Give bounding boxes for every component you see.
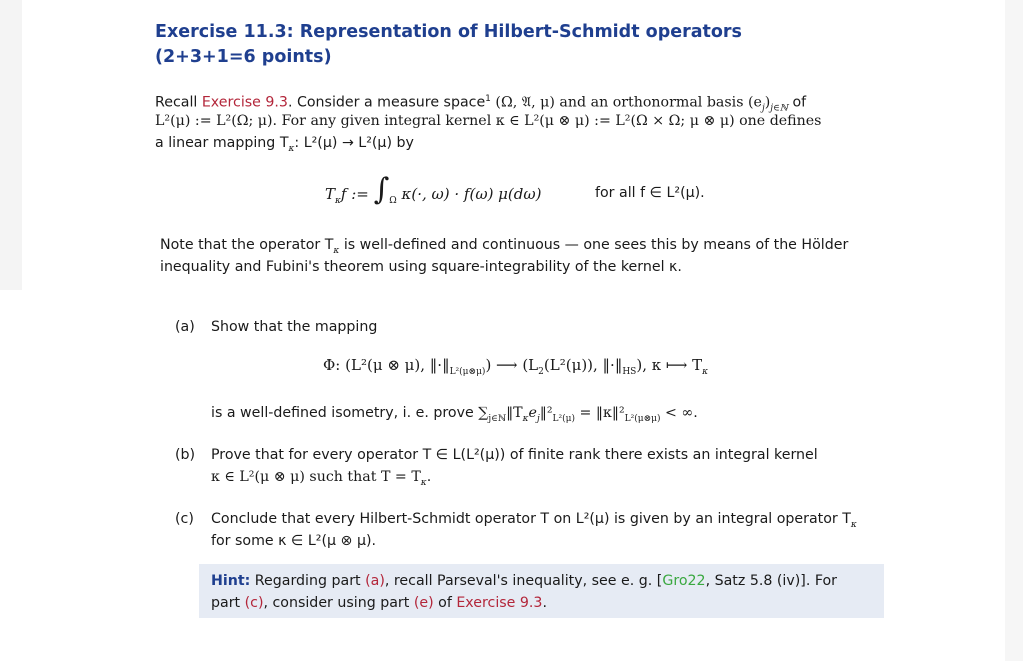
definition-formula: $T_\kappa f$ := $\int_\Omega$ κ(·, ω) · f(ω) μ(dω) (325, 172, 542, 207)
part-c-link[interactable]: (c) (244, 595, 264, 611)
norm-open: ‖T (506, 405, 523, 421)
hint-line-2 (211, 592, 884, 614)
finite-bound: < ∞. (660, 405, 698, 421)
part-c-text: Conclude that every Hilbert-Schmidt operator T on L²(μ) is given by an integral operator T (211, 511, 851, 527)
exercise-title (155, 20, 875, 70)
integrand: κ(·, ω) · f(ω) μ(dω) (401, 185, 542, 203)
part-e-link[interactable]: (e) (413, 595, 434, 611)
mapping-domain: (L²(μ ⊗ μ), ‖·‖ (345, 356, 450, 374)
intro-text: Recall (155, 94, 202, 111)
phi-symbol: Φ: (323, 356, 341, 374)
kernel-norm: = ‖κ‖² (574, 405, 625, 421)
mapping-rule: ), κ ⟼ T (636, 356, 703, 374)
hint-text: , Satz 5.8 (iv)]. For (705, 573, 838, 589)
hint-label: Hint: (211, 573, 251, 589)
note-line-1: Note that the operator $T_\kappa$ is well-defined and continuous — one sees this by means of the Hölder (160, 237, 849, 256)
mapping-domain-sub: L²(μ⊗μ) (449, 367, 486, 377)
integral-sign: ∫ (373, 172, 390, 207)
part-a-text: Show that the mapping (211, 319, 378, 335)
right-edge-shading (1005, 0, 1023, 661)
basis-vector: e (528, 405, 537, 421)
intro-text: a linear mapping T (155, 135, 289, 151)
sum-index: j∈ℕ (488, 413, 507, 424)
part-b-text-2: κ ∈ L²(μ ⊗ μ) such that T = T (211, 469, 421, 485)
norm-close: ‖² (539, 405, 553, 421)
integral-domain: Ω (389, 196, 397, 206)
intro-line-2: L²(μ) := L²(Ω; μ). For any given integral kernel κ ∈ L²(μ ⊗ μ) := L²(Ω × Ω; μ ⊗ μ) one defines (155, 113, 822, 129)
definition-condition: for all f ∈ L²(μ). (595, 185, 705, 201)
hint-text: of (433, 595, 457, 611)
part-b-label: (b) (175, 447, 196, 463)
note-text: is well-defined and continuous — one sees this by means of the Hölder (339, 237, 849, 253)
part-c-line-2: for some κ ∈ L²(μ ⊗ μ). (211, 533, 377, 549)
note-line-2: inequality and Fubini's theorem using square-integrability of the kernel κ. (160, 259, 682, 275)
exercise-9-3-link[interactable]: Exercise 9.3 (201, 94, 288, 111)
gro22-citation-link[interactable]: Gro22 (662, 573, 706, 589)
measure-space-math: (Ω, 𝔄, μ) and an orthonormal basis (e (490, 94, 762, 111)
isometry-text: is a well-defined isometry, i. e. prove (211, 405, 474, 421)
part-c-label: (c) (175, 511, 194, 527)
mapping-formula: Φ: (L²(μ ⊗ μ), $‖\cdot‖_{L^2(\mu\otimes\mu)}$) ⟶ ($L_2(L^2(\mu))$, $‖\cdot‖_{HS}$), κ ⟼ $T_\kappa$ (323, 356, 709, 377)
definition-lhs: f := (340, 185, 369, 203)
intro-line-3: a linear mapping $T_\kappa$: L²(μ) → L²(μ) by (155, 135, 414, 154)
hint-text: part (211, 595, 245, 611)
intro-text: . Consider a measure space (287, 94, 486, 111)
title-line-1: Exercise 11.3: Representation of Hilbert-Schmidt operators (155, 22, 742, 42)
part-c: (c) Conclude that every Hilbert-Schmidt operator T on L²(μ) is given by an integral operator $T_\kappa$ (175, 508, 857, 536)
isometry-formula: $\sum_{j\in ℕ}‖T_\kappa e_j‖^2_{L^2(\mu)}$ = $‖\kappa‖^2_{L^2(\mu\otimes\mu)}$ < ∞. (478, 405, 698, 424)
norm-sub: L²(μ) (552, 413, 575, 424)
hint-box (199, 564, 884, 618)
part-a (175, 316, 377, 338)
mapping-codomain: (L²(μ)), ‖·‖ (543, 356, 623, 374)
mapping-codomain-sub: HS (622, 367, 637, 377)
left-edge-shading (0, 0, 22, 290)
hint-text: , consider using part (263, 595, 414, 611)
part-a-link[interactable]: (a) (365, 573, 385, 589)
part-b (175, 444, 818, 466)
part-a-label: (a) (175, 319, 195, 335)
intro-line-1: Recall Exercise 9.3. Consider a measure space$^1$ (Ω, 𝔄, μ) and an orthonormal basis $(e_j)_{j\in ℕ}$ of (155, 94, 807, 114)
basis-math: ) (764, 94, 771, 111)
hint-line-1 (211, 570, 884, 592)
part-b-text: Prove that for every operator T ∈ L(L²(μ)) of finite rank there exists an integral kernel (211, 447, 818, 463)
part-b-line-2: κ ∈ L²(μ ⊗ μ) such that $T = T_\kappa$. (211, 469, 432, 488)
sum-symbol: ∑ (478, 405, 489, 421)
footnote-marker[interactable]: 1 (485, 94, 491, 104)
operator-symbol: T (325, 185, 336, 203)
note-text: Note that the operator T (160, 237, 334, 253)
mapping-arrow: ) ⟶ (L (485, 356, 539, 374)
isometry-line (211, 402, 698, 430)
hint-text: . (542, 595, 547, 611)
kernel-norm-sub: L²(μ⊗μ) (624, 413, 661, 424)
exercise-9-3-hint-link[interactable]: Exercise 9.3 (456, 595, 543, 611)
title-points: (2+3+1=6 points) (155, 47, 332, 67)
intro-text: : L²(μ) → L²(μ) by (294, 135, 414, 151)
hint-text: , recall Parseval's inequality, see e. g. [ (384, 573, 663, 589)
intro-text: of (787, 94, 807, 111)
hint-text: Regarding part (250, 573, 366, 589)
